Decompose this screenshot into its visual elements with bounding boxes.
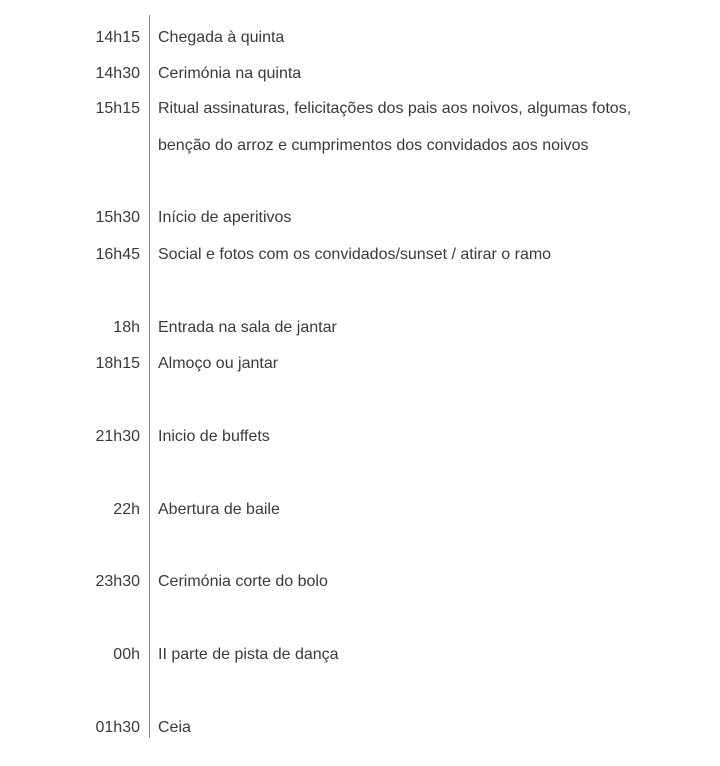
schedule-entry — [0, 346, 720, 382]
entry-time: 14h15 — [95, 29, 140, 46]
entry-time: 15h15 — [95, 100, 140, 117]
entry-description: Início de aperitivos — [158, 209, 292, 226]
schedule-entry — [0, 564, 720, 600]
schedule-entry — [0, 56, 720, 92]
schedule-entry — [0, 710, 720, 746]
schedule-entry — [0, 310, 720, 346]
entry-description: Ceia — [158, 719, 191, 736]
entry-time: 23h30 — [95, 573, 140, 590]
entry-description: Almoço ou jantar — [158, 355, 279, 372]
entry-description: Inicio de buffets — [158, 428, 270, 445]
schedule-entry-continuation — [0, 128, 720, 164]
entry-description: Chegada à quinta — [158, 29, 285, 46]
entry-description: Cerimónia corte do bolo — [158, 573, 328, 590]
schedule-entry — [0, 20, 720, 56]
entry-time: 22h — [113, 501, 140, 518]
entry-description: Entrada na sala de jantar — [158, 319, 337, 336]
entry-description: benção do arroz e cumprimentos dos convidados aos noivos — [158, 137, 589, 154]
entry-description: Abertura de baile — [158, 501, 280, 518]
schedule-entry — [0, 637, 720, 673]
entry-description: Social e fotos com os convidados/sunset / atirar o ramo — [158, 246, 552, 263]
entry-time: 00h — [113, 646, 140, 663]
entry-description: Cerimónia na quinta — [158, 65, 302, 82]
schedule-entry — [0, 419, 720, 455]
schedule-entry — [0, 91, 720, 127]
entry-time: 14h30 — [95, 65, 140, 82]
entry-time: 15h30 — [95, 209, 140, 226]
entry-time: 01h30 — [95, 719, 140, 736]
entry-time: 16h45 — [95, 246, 140, 263]
schedule-entry — [0, 237, 720, 273]
entry-time: 18h15 — [95, 355, 140, 372]
entry-description: Ritual assinaturas, felicitações dos pais aos noivos, algumas fotos, — [158, 100, 632, 117]
entry-time: 18h — [113, 319, 140, 336]
schedule-entry — [0, 492, 720, 528]
schedule-entry — [0, 200, 720, 236]
entry-time: 21h30 — [95, 428, 140, 445]
entry-description: II parte de pista de dança — [158, 646, 339, 663]
